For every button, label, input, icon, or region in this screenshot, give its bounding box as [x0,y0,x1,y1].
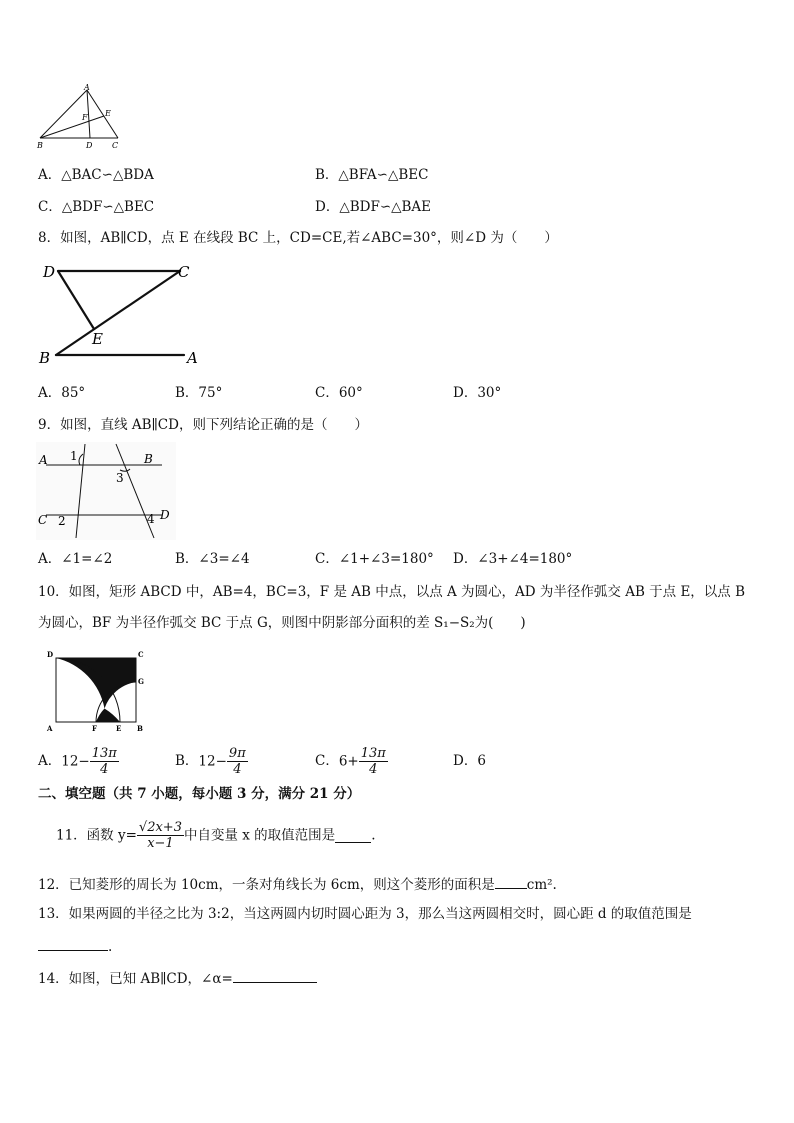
q9-label-a: A [39,453,48,467]
q8-option-b: B．75° [175,385,223,401]
section-2-heading: 二、填空题（共 7 小题，每小题 3 分，满分 21 分） [38,786,361,802]
q13-line2: . [38,936,112,956]
q10-label-b: B [137,724,143,733]
q7-label-c: C [112,141,119,150]
q7-option-c: C．△BDF∽△BEC [38,199,155,215]
q10-label-c: C [138,650,144,659]
q11-line: 11．函数 y= $\frac{√2x+3}{x-1}$ 中自变量 x 的取值范围是 . [56,820,376,851]
q9-option-b: B．∠3=∠4 [175,551,250,567]
q8-label-c: C [178,263,190,281]
q10-label-a: A [47,724,53,733]
q10-label-e: E [116,724,122,733]
q9-figure [36,442,176,540]
q7-label-b: B [37,141,43,150]
q8-label-e: E [92,330,103,348]
q10-label-f: F [92,724,97,733]
q12-line: 12．已知菱形的周长为 10cm，一条对角线长为 6cm，则这个菱形的面积是 cm². [38,874,557,894]
q8-option-c: C．60° [315,385,363,401]
q13-answer-blank[interactable] [38,936,108,951]
q8-option-a: A．85° [38,385,86,401]
q7-option-a: A．△BAC∽△BDA [38,167,154,183]
q9-option-c: C．∠1+∠3=180° [315,551,434,567]
q9-label-c: C [38,513,48,527]
q10-label-g: G [138,677,144,686]
q9-angle-2: 2 [58,514,66,528]
q9-stem: 9．如图，直线 AB∥CD，则下列结论正确的是（ ） [38,417,368,433]
q9-angle-3: 3 [116,471,124,485]
q7-label-a: A [84,83,90,92]
q10-option-c: C．6+ $\frac{13\pi}{4}$ [315,746,386,777]
q10-option-d: D．6 [453,753,486,769]
q8-label-a: A [187,349,198,367]
q9-option-a: A．∠1=∠2 [38,551,113,567]
q11-fraction: $\frac{√2x+3}{x-1}$ [138,820,182,851]
q10-option-b: B．12− $\frac{9\pi}{4}$ [175,746,246,777]
q10-stem-line2: 为圆心，BF 为半径作弧交 BC 于点 G，则图中阴影部分面积的差 S₁−S₂为( ) [38,615,526,631]
q8-label-b: B [39,349,51,367]
q14-line: 14．如图，已知 AB∥CD，∠α= [38,968,317,988]
q10-figure [44,648,150,734]
q12-answer-blank[interactable] [495,874,527,889]
q9-angle-1: 1 [70,449,78,463]
q9-angle-4: 4 [147,512,155,526]
q10-stem-line1: 10．如图，矩形 ABCD 中，AB=4，BC=3，F 是 AB 中点，以点 A 为圆心，AD 为半径作弧交 AB 于点 E，以点 B [38,584,746,600]
q7-label-e: E [105,109,111,118]
q7-label-f: F [82,113,88,122]
q7-figure [34,82,126,152]
q8-option-d: D．30° [453,385,502,401]
q14-answer-blank[interactable] [233,968,317,983]
q7-option-b: B．△BFA∽△BEC [315,167,429,183]
q10-label-d: D [47,650,54,659]
q7-label-d: D [86,141,93,150]
q11-answer-blank[interactable] [335,828,371,843]
q8-label-d: D [43,263,56,281]
q8-stem: 8．如图，AB∥CD，点 E 在线段 BC 上，CD=CE,若∠ABC=30°，则∠D 为（ ） [38,230,558,246]
q13-line1: 13．如果两圆的半径之比为 3:2，当这两圆内切时圆心距为 3，那么当这两圆相交时，圆心距 d 的取值范围是 [38,906,692,922]
q9-label-b: B [144,452,153,466]
q9-label-d: D [160,508,170,522]
q7-option-d: D．△BDF∽△BAE [315,199,432,215]
q8-figure [36,260,206,368]
q10-option-a: A．12− $\frac{13\pi}{4}$ [38,746,117,777]
q9-option-d: D．∠3+∠4=180° [453,551,573,567]
